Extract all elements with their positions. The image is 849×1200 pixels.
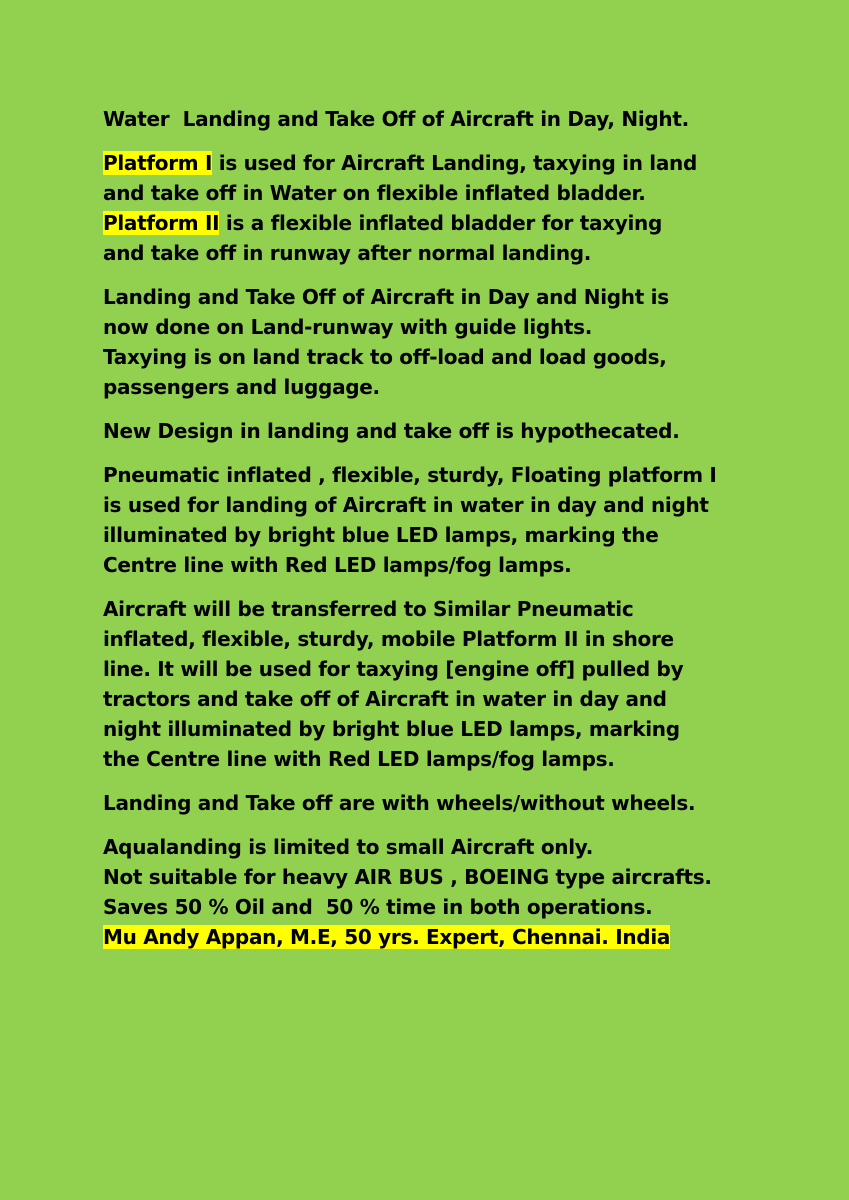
paragraph-platforms <box>103 148 803 268</box>
platform-two-line-2: and take off in runway after normal landing. <box>103 241 592 265</box>
signature-line <box>103 922 803 952</box>
text-line: night illuminated by bright blue LED lamps, marking <box>103 717 680 741</box>
text-line: tractors and take off of Aircraft in water in day and <box>103 687 667 711</box>
platform-two-text: is a flexible inflated bladder for taxying <box>219 211 663 235</box>
paragraph-current-practice <box>103 282 803 402</box>
paragraph-transfer <box>103 594 803 774</box>
paragraph-new-design: New Design in landing and take off is hypothecated. <box>103 419 680 443</box>
text-line: inflated, flexible, sturdy, mobile Platform II in shore <box>103 627 674 651</box>
text-line: Aircraft will be transferred to Similar Pneumatic <box>103 597 634 621</box>
text-line: Pneumatic inflated , flexible, sturdy, Floating platform I <box>103 463 717 487</box>
text-line: Centre line with Red LED lamps/fog lamps. <box>103 553 572 577</box>
author-signature: Mu Andy Appan, M.E, 50 yrs. Expert, Chennai. India <box>103 925 671 949</box>
text-line: is used for landing of Aircraft in water in day and night <box>103 493 709 517</box>
platform-one-line <box>103 148 803 178</box>
platform-one-highlight: Platform I <box>103 151 213 175</box>
paragraph-limitations <box>103 832 803 952</box>
text-line: Aqualanding is limited to small Aircraft only. <box>103 835 593 859</box>
paragraph-wheels: Landing and Take off are with wheels/without wheels. <box>103 791 696 815</box>
paragraph-floating-platform <box>103 460 803 580</box>
document-title: Water Landing and Take Off of Aircraft in Day, Night. <box>103 107 689 131</box>
platform-two-line <box>103 208 803 238</box>
platform-one-text: is used for Aircraft Landing, taxying in land <box>212 151 697 175</box>
platform-one-line-2: and take off in Water on flexible inflated bladder. <box>103 181 646 205</box>
text-line: passengers and luggage. <box>103 375 380 399</box>
text-line: Not suitable for heavy AIR BUS , BOEING type aircrafts. <box>103 865 712 889</box>
text-line: line. It will be used for taxying [engine off] pulled by <box>103 657 684 681</box>
text-line: now done on Land-runway with guide lights. <box>103 315 593 339</box>
platform-two-highlight: Platform II <box>103 211 220 235</box>
text-line: the Centre line with Red LED lamps/fog lamps. <box>103 747 615 771</box>
text-line: Taxying is on land track to off-load and load goods, <box>103 345 667 369</box>
text-line: Saves 50 % Oil and 50 % time in both operations. <box>103 895 653 919</box>
text-line: Landing and Take Off of Aircraft in Day and Night is <box>103 285 669 309</box>
document-body <box>103 104 803 952</box>
text-line: illuminated by bright blue LED lamps, marking the <box>103 523 659 547</box>
